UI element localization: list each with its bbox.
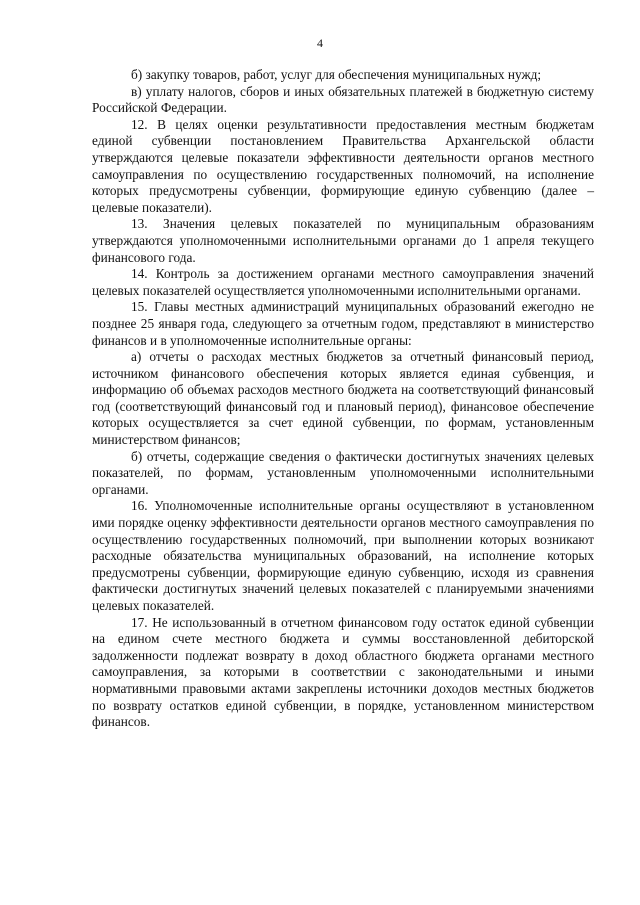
document-body [92,67,594,731]
paragraph-14: 14. Контроль за достижением органами местного самоуправления значений целевых показателей осуществляется уполномоченными исполнительными органами. [92,266,594,298]
paragraph-17: 17. Не использованный в отчетном финансовом году остаток единой субвенции на едином счете местного бюджета и суммы восстановленной дебиторской задолженности подлежат возврату в доход областного бюджета органами местного самоуправления, за которыми в соответствии с законодательными и иными нормативными правовыми актами закреплены источники доходов местных бюджетов по возврату остатков единой субвенции, в порядке, установленном министерством финансов. [92,614,594,730]
paragraph-v-taxes: в) уплату налогов, сборов и иных обязательных платежей в бюджетную систему Российской Федерации. [92,83,594,116]
paragraph-15-a: а) отчеты о расходах местных бюджетов за отчетный финансовый период, источником финансового обеспечения которых является единая субвенция, и информацию об объемах расходов местного бюджета на соответствующий финансовый год (соответствующий финансовый год и плановый период), финансовое обеспечение которых осуществляется за счет единой субвенции, по формам, установленным министерством финансов; [92,349,594,448]
page-number: 4 [317,36,323,50]
paragraph-13: 13. Значения целевых показателей по муниципальным образованиям утверждаются уполномоченными исполнительными органами до 1 апреля текущего финансового года. [92,216,594,265]
paragraph-15: 15. Главы местных администраций муниципальных образований ежегодно не позднее 25 января года, следующего за отчетным годом, представляют в министерство финансов и в уполномоченные исполнительные органы: [92,299,594,348]
paragraph-12: 12. В целях оценки результативности предоставления местным бюджетам единой субвенции постановлением Правительства Архангельской области утверждаются целевые показатели эффективности деятельности органов местного самоуправления по осуществлению государственных полномочий, на исполнение которых предусмотрены субвенции, формирующие единую субвенцию (далее – целевые показатели). [92,116,594,215]
paragraph-15-b: б) отчеты, содержащие сведения о фактически достигнутых значениях целевых показателей, по формам, установленным уполномоченными исполнительными органами. [92,448,594,497]
paragraph-b-purchases: б) закупку товаров, работ, услуг для обеспечения муниципальных нужд; [131,67,542,82]
paragraph-16: 16. Уполномоченные исполнительные органы осуществляют в установленном ими порядке оценку эффективности деятельности органов местного самоуправления по осуществлению государственных полномочий, при выполнении которых возникают расходные обязательства муниципальных образований, на исполнение которых предусмотрены субвенции, формирующие единую субвенцию, исходя из сравнения фактически достигнутых значений целевых показателей с планируемыми значениями целевых показателей. [92,498,594,613]
